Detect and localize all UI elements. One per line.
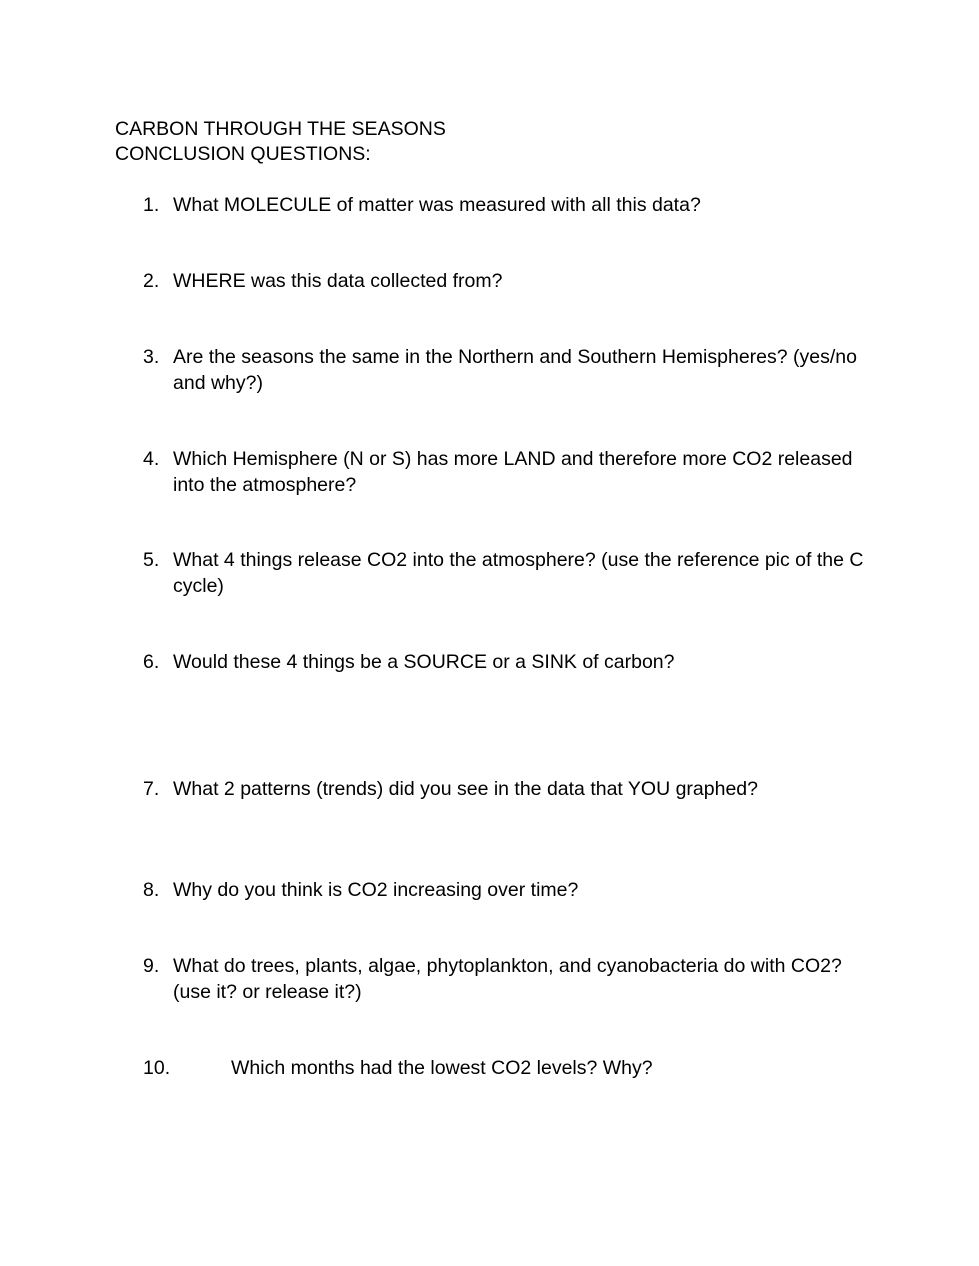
question-text: Why do you think is CO2 increasing over time? [173,879,579,901]
question-number: 9. [143,955,160,977]
question-text: What 2 patterns (trends) did you see in the data that YOU graphed? [173,778,758,800]
question-text: Which Hemisphere (N or S) has more LAND and therefore more CO2 released into the atmosphere? [173,448,853,496]
question-number: 2. [143,270,160,292]
question-text: What do trees, plants, algae, phytoplankton, and cyanobacteria do with CO2? (use it? or release it?) [173,955,842,1003]
question-number: 6. [143,651,160,673]
question-number: 7. [143,778,160,800]
question-text: What MOLECULE of matter was measured with all this data? [173,194,701,216]
page-subtitle: CONCLUSION QUESTIONS: [115,143,371,165]
question-text: What 4 things release CO2 into the atmosphere? (use the reference pic of the C cycle) [173,549,864,597]
question-text: Are the seasons the same in the Northern and Southern Hemispheres? (yes/no and why?) [173,346,857,394]
question-number: 4. [143,448,160,470]
question-number: 3. [143,346,160,368]
question-number: 10. [143,1057,171,1079]
page-title: CARBON THROUGH THE SEASONS [115,118,446,140]
question-number: 1. [143,194,160,216]
question-text: Which months had the lowest CO2 levels? Why? [231,1057,653,1079]
question-number: 5. [143,549,160,571]
question-number: 8. [143,879,160,901]
question-text: WHERE was this data collected from? [173,270,503,292]
question-text: Would these 4 things be a SOURCE or a SINK of carbon? [173,651,675,673]
